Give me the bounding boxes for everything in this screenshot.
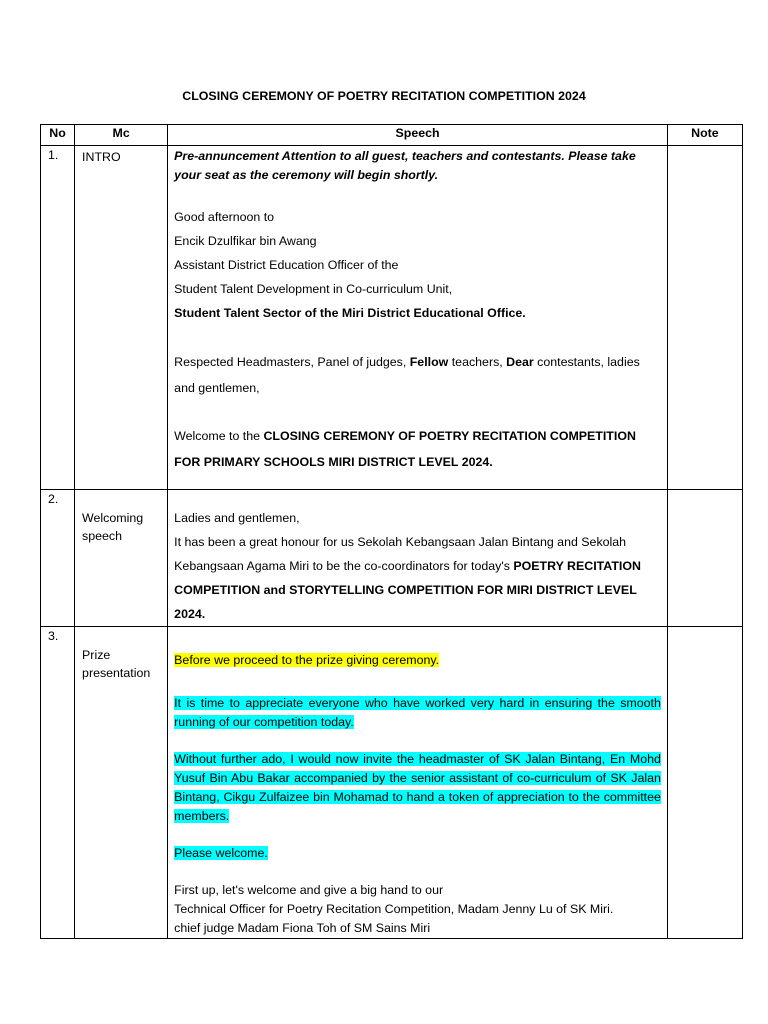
text-run: contestants, ladies and gentlemen, [174,355,640,395]
text-run: CLOSING CEREMONY OF POETRY RECITATION COMPETITION FOR PRIMARY SCHOOLS MIRI DISTRICT LEVEL 2024. [174,429,636,469]
text-run: Respected Headmasters, Panel of judges, [174,355,410,369]
row-number: 3. [41,627,75,939]
respected-paragraph [174,349,661,401]
table-row [41,146,743,490]
note-cell [667,490,742,627]
highlighted-line: Before we proceed to the prize giving ceremony. [174,653,440,667]
highlighted-line: Please welcome. [174,846,268,860]
document-title: CLOSING CEREMONY OF POETRY RECITATION COMPETITION 2024 [182,89,586,103]
row-number: 1. [41,146,75,490]
mc-cell [75,490,168,627]
header-speech: Speech [168,125,668,146]
speech-cell [168,627,668,939]
header-mc: Mc [75,125,168,146]
header-note: Note [667,125,742,146]
speech-line: chief judge Madam Fiona Toh of SM Sains Miri [174,921,431,935]
table-row [41,490,743,627]
table-header-row [41,125,743,146]
header-no: No [41,125,75,146]
text-run: Fellow [409,355,449,369]
text-run: teachers, [448,355,507,369]
highlighted-paragraph: It is time to appreciate everyone who have worked very hard in ensuring the smooth running of our competition today. [174,696,661,729]
table-row [41,627,743,939]
mc-label: Welcoming speech [82,511,144,543]
highlighted-paragraph: Without further ado, I would now invite the headmaster of SK Jalan Bintang, En Mohd Yusuf Bin Abu Bakar accompanied by the senior assistant of co-curriculum of SK Jalan Bintang, Cikgu Zulfaizee bin Mohamad to hand a token of appreciation to the committee members. [174,752,661,823]
row-number: 2. [41,490,75,627]
guest-position-line: Assistant District Education Officer of the [174,258,399,272]
mc-label: Prize presentation [82,648,151,680]
speech-cell [168,146,668,490]
guest-name: Encik Dzulfikar bin Awang [174,234,317,248]
speech-line: First up, let's welcome and give a big hand to our [174,883,444,897]
script-table [40,124,743,939]
welcoming-paragraph [174,530,661,626]
note-cell [667,146,742,490]
greeting: Good afternoon to [174,210,275,224]
note-cell [667,627,742,939]
speech-line: Ladies and gentlemen, [174,511,300,525]
speech-line: Technical Officer for Poetry Recitation Competition, Madam Jenny Lu of SK Miri. [174,902,614,916]
text-run: It has been a great honour for us Sekolah Kebangsaan Jalan Bintang and Sekolah Kebangsaan Agama Miri to be the co-coordinators for today's [174,535,627,573]
welcome-paragraph [174,423,661,475]
text-run: Welcome to the [174,429,264,443]
guest-position-line: Student Talent Sector of the Miri District Educational Office. [174,306,526,320]
mc-cell: INTRO [75,146,168,490]
mc-cell [75,627,168,939]
guest-position-line: Student Talent Development in Co-curriculum Unit, [174,282,453,296]
text-run: POETRY RECITATION COMPETITION and STORYTELLING COMPETITION FOR MIRI DISTRICT LEVEL 2024. [174,559,641,621]
pre-announcement: Pre-annuncement Attention to all guest, teachers and contestants. Please take your seat as the ceremony will begin shortly. [174,149,636,182]
speech-cell [168,490,668,627]
text-run: Dear [506,355,534,369]
